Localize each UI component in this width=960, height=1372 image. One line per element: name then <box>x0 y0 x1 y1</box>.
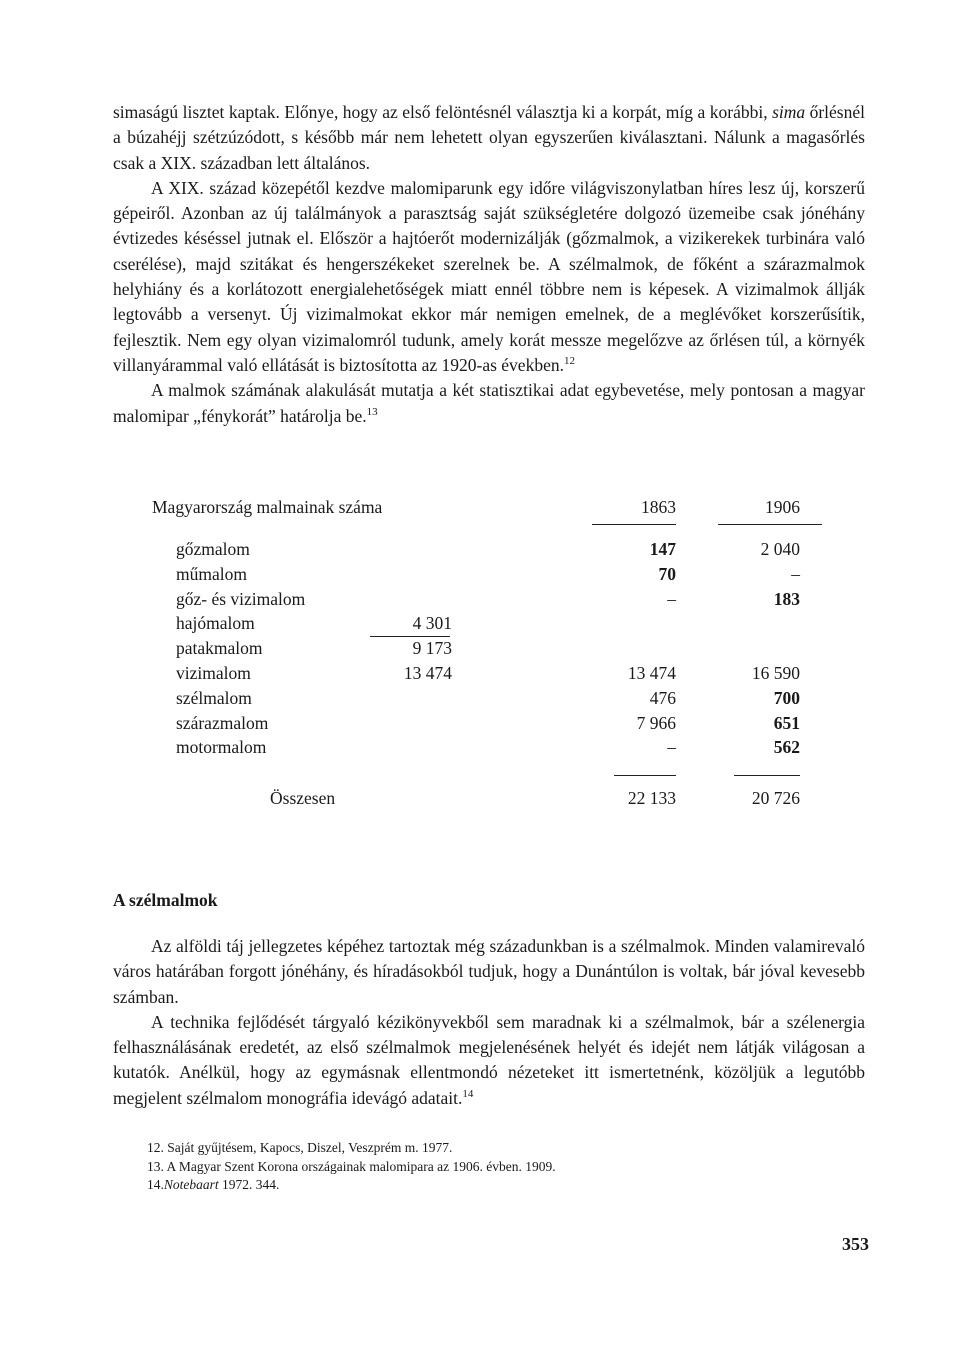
paragraph-1-text-a: simaságú lisztet kaptak. Előnye, hogy az első felöntésnél választja ki a korpát, míg a korábbi, <box>113 102 773 122</box>
footnote-italic: Notebaart <box>163 1177 219 1192</box>
footnote-number: 14. <box>147 1177 164 1192</box>
row-subvalue: 9 173 <box>412 638 452 659</box>
total-1906: 20 726 <box>751 788 800 808</box>
footnote-14 <box>147 1176 556 1195</box>
row-label: szárazmalom <box>176 712 269 733</box>
table-row <box>152 713 832 738</box>
table-row <box>152 539 832 564</box>
total-row <box>152 788 832 813</box>
paragraph-3 <box>113 378 865 429</box>
footnote-text: A Magyar Szent Korona országainak malomipara az 1906. évben. 1909. <box>163 1158 556 1174</box>
row-value-1906: 700 <box>773 687 800 708</box>
row-value-1863: 7 966 <box>636 712 676 733</box>
subtotal-rule <box>370 636 450 637</box>
paragraph-1-italic: sima <box>772 102 806 122</box>
page-number: 353 <box>842 1234 869 1254</box>
paragraph-1-text-b: őrlésnél a búzahéjj szétzúzódott, s később már nem lehetett olyan egyszerűen kiválasztani. Nálunk a magasőrlés csak a XIX. században lett általános. <box>113 102 865 173</box>
header-rule-1863 <box>592 524 676 525</box>
paragraph-5-text: A technika fejlődését tárgyaló kézikönyvekből sem maradnak ki a szélmalmok, bár a szélenergia felhasználásának eredetét, az első szélmalmok megjelenésének helyét és idejét nem látják világosan a kutatók. Anélkül, hogy az egymásnak ellentmondó nézeteket itt ismertetnénk, közöljük a legutóbb megjelent szélmalom monográfia idevágó adatait. <box>113 1011 865 1108</box>
row-value-1906: 183 <box>773 588 800 609</box>
row-label: gőzmalom <box>176 539 250 559</box>
table-row <box>152 613 832 638</box>
footnote-number: 12. <box>147 1140 164 1155</box>
table-row <box>152 663 832 688</box>
table-title: Magyarország malmainak száma <box>152 497 383 517</box>
table-row <box>152 638 832 663</box>
row-value-1863: 13 474 <box>627 663 676 683</box>
header-rule-1906 <box>718 524 822 525</box>
column-header-1906: 1906 <box>765 497 800 517</box>
footnote-13 <box>147 1158 556 1177</box>
row-value-1863: 147 <box>649 539 676 559</box>
row-value-1863: 476 <box>649 687 676 708</box>
row-label: szélmalom <box>176 687 252 708</box>
section-heading: A szélmalmok <box>113 890 218 910</box>
row-value-1863: – <box>667 737 676 758</box>
row-subvalue: 4 301 <box>412 613 452 634</box>
row-value-1863: – <box>667 588 676 609</box>
row-label: vizimalom <box>176 663 251 683</box>
paragraph-3-text: A malmok számának alakulását mutatja a két statisztikai adat egybevetése, mely pontosan a magyar malomipar „fénykorát” határolja be. <box>113 380 865 426</box>
body-text-bottom <box>113 934 865 1111</box>
row-label: gőz- és vizimalom <box>176 588 306 609</box>
total-label: Összesen <box>270 788 336 808</box>
row-subvalue: 13 474 <box>403 663 452 683</box>
footnote-ref-14: 14 <box>462 1087 474 1100</box>
table-row <box>152 564 832 589</box>
paragraph-2-text: A XIX. század közepétől kezdve malomiparunk egy időre világviszonylatban híres lesz új, korszerű gépeiről. Azonban az új találmányok a parasztság saját szükségletére dolgozó üzemeibe csak jónéhány évtizedes késéssel jutnak el. Először a hajtóerőt modernizálják (gőzmalmok, a vizikerekek turbinára való cserélése), majd szitákat és hengerszékeket szerelnek be. A szélmalmok, de főként a szárazmalmok helyhiány és a korlátozott energialehetőségek miatt ennél többre nem is képesek. A vizimalmok állják legtovább a versenyt. Új vizimalmokat ekkor már nemigen emelnek, de a meglévőket korszerűsítik, fejlesztik. Nem egy olyan vizimalomról tudunk, amely korát messze megelőzve az őrlésen túl, a környék villanyárammal való ellátását is biztosította az 1920-as években. <box>113 177 865 375</box>
paragraph-1 <box>113 100 865 176</box>
paragraph-4-text: Az alföldi táj jellegzetes képéhez tartoztak még századunkban is a szélmalmok. Minden valamirevaló város határában forgott jónéhány, és híradásokból tudjuk, hogy a Dunántúlon is voltak, bár jóval kevesebb számban. <box>113 936 865 1007</box>
footnote-text: 1972. 344. <box>218 1177 280 1192</box>
footnote-ref-13: 13 <box>366 405 378 418</box>
column-header-1863: 1863 <box>641 497 676 517</box>
table-row <box>152 737 832 762</box>
total-1863: 22 133 <box>627 788 676 808</box>
total-rule-1906 <box>734 775 800 776</box>
table-header-row <box>152 497 832 522</box>
footnotes <box>147 1139 556 1195</box>
row-value-1906: – <box>791 563 800 584</box>
table-row <box>152 589 832 614</box>
footnote-text: Saját gyűjtésem, Kapocs, Diszel, Veszprém m. 1977. <box>163 1140 453 1155</box>
row-value-1906: 651 <box>773 712 800 733</box>
body-text-top <box>113 100 865 429</box>
paragraph-5 <box>113 1010 865 1111</box>
footnote-ref-12: 12 <box>563 355 575 368</box>
paragraph-2 <box>113 176 865 378</box>
paragraph-4 <box>113 934 865 1010</box>
row-label: műmalom <box>176 563 247 584</box>
row-label: hajómalom <box>176 613 255 634</box>
footnote-12 <box>147 1139 556 1158</box>
row-value-1906: 562 <box>773 737 800 758</box>
row-label: patakmalom <box>176 638 263 659</box>
row-value-1906: 2 040 <box>760 539 800 559</box>
total-rule-1863 <box>614 775 676 776</box>
row-label: motormalom <box>176 737 267 758</box>
footnote-number: 13. <box>147 1158 164 1174</box>
row-value-1906: 16 590 <box>751 663 800 683</box>
row-value-1863: 70 <box>658 563 676 584</box>
table-row <box>152 688 832 713</box>
